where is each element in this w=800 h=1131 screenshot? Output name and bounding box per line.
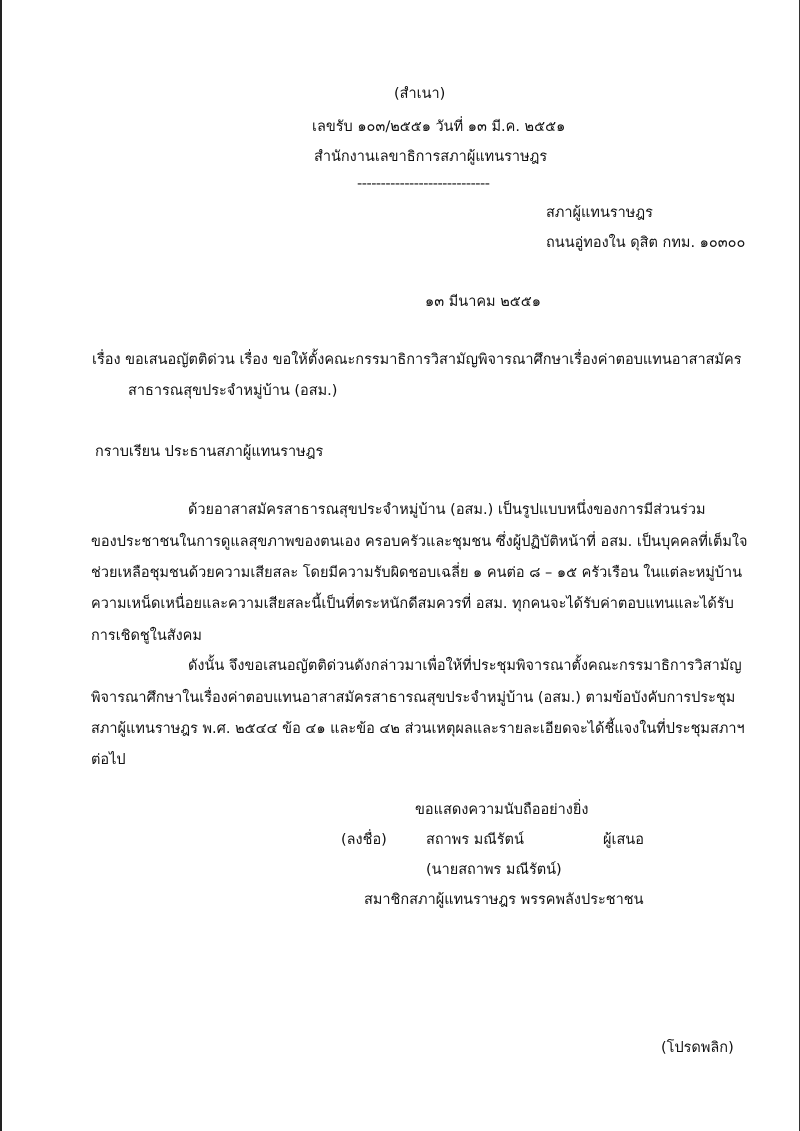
subject-line2: สาธารณสุขประจำหมู่บ้าน (อสม.)	[128, 383, 338, 399]
sender-address-line1: สภาผู้แทนราษฎร	[546, 205, 653, 221]
office-name: สำนักงานเลขาธิการสภาผู้แทนราษฎร	[314, 149, 548, 165]
copy-label: (สำเนา)	[394, 86, 446, 102]
header-divider: ----------------------------	[357, 176, 490, 192]
body-p1-line1: ด้วยอาสาสมัครสาธารณสุขประจำหมู่บ้าน (อสม.) เป็นรูปแบบหนึ่งของการมีส่วนร่วม	[188, 502, 706, 518]
subject-line1: เรื่อง ขอเสนอญัตติด่วน เรื่อง ขอให้ตั้งคณะกรรมาธิการวิสามัญพิจารณาศึกษาเรื่องค่าตอบแทนอาสาสมัคร	[92, 352, 742, 368]
signer-role: ผู้เสนอ	[603, 832, 644, 848]
letter-date: ๑๓ มีนาคม ๒๕๕๑	[425, 294, 541, 310]
signer-position: สมาชิกสภาผู้แทนราษฎร พรรคพลังประชาชน	[364, 892, 644, 908]
turn-over-note: (โปรดพลิก)	[661, 1040, 734, 1056]
body-p2-line2: พิจารณาศึกษาในเรื่องค่าตอบแทนอาสาสมัครสาธารณสุขประจำหมู่บ้าน (อสม.) ตามข้อบังคับการประชุม	[91, 690, 736, 706]
body-p1-line5: การเชิดชูในสังคม	[91, 628, 202, 644]
signer-name: สถาพร มณีรัตน์	[426, 832, 524, 848]
receipt-line: เลขรับ ๑๐๓/๒๕๕๑ วันที่ ๑๓ มี.ค. ๒๕๕๑	[312, 119, 566, 135]
sender-address-line2: ถนนอู่ทองใน ดุสิต กทม. ๑๐๓๐๐	[546, 235, 746, 251]
signer-full-name: (นายสถาพร มณีรัตน์)	[426, 862, 562, 878]
salutation: กราบเรียน ประธานสภาผู้แทนราษฎร	[95, 444, 324, 460]
body-p1-line4: ความเหน็ดเหนื่อยและความเสียสละนี้เป็นที่ตระหนักดีสมควรที่ อสม. ทุกคนจะได้รับค่าตอบแทนและได้รับ	[91, 596, 734, 612]
closing-respect: ขอแสดงความนับถืออย่างยิ่ง	[415, 802, 589, 818]
body-p2-line1: ดังนั้น จึงขอเสนอญัตติด่วนดังกล่าวมาเพื่อให้ที่ประชุมพิจารณาตั้งคณะกรรมาธิการวิสามัญ	[188, 658, 742, 674]
body-p2-line3: สภาผู้แทนราษฎร พ.ศ. ๒๕๔๔ ข้อ ๔๑ และข้อ ๔๒ ส่วนเหตุผลและรายละเอียดจะได้ชี้แจงในที่ประชุมสภาฯ	[91, 721, 745, 737]
body-p1-line3: ช่วยเหลือชุมชนด้วยความเสียสละ โดยมีความรับผิดชอบเฉลี่ย ๑ คนต่อ ๘ – ๑๕ ครัวเรือน ในแต่ละหมู่บ้าน	[91, 565, 743, 581]
body-p2-line4: ต่อไป	[91, 752, 126, 768]
body-p1-line2: ของประชาชนในการดูแลสุขภาพของตนเอง ครอบครัวและชุมชน ซึ่งผู้ปฏิบัติหน้าที่ อสม. เป็นบุคคลที่เต็มใจ	[91, 534, 748, 550]
sign-label: (ลงชื่อ)	[341, 832, 387, 848]
